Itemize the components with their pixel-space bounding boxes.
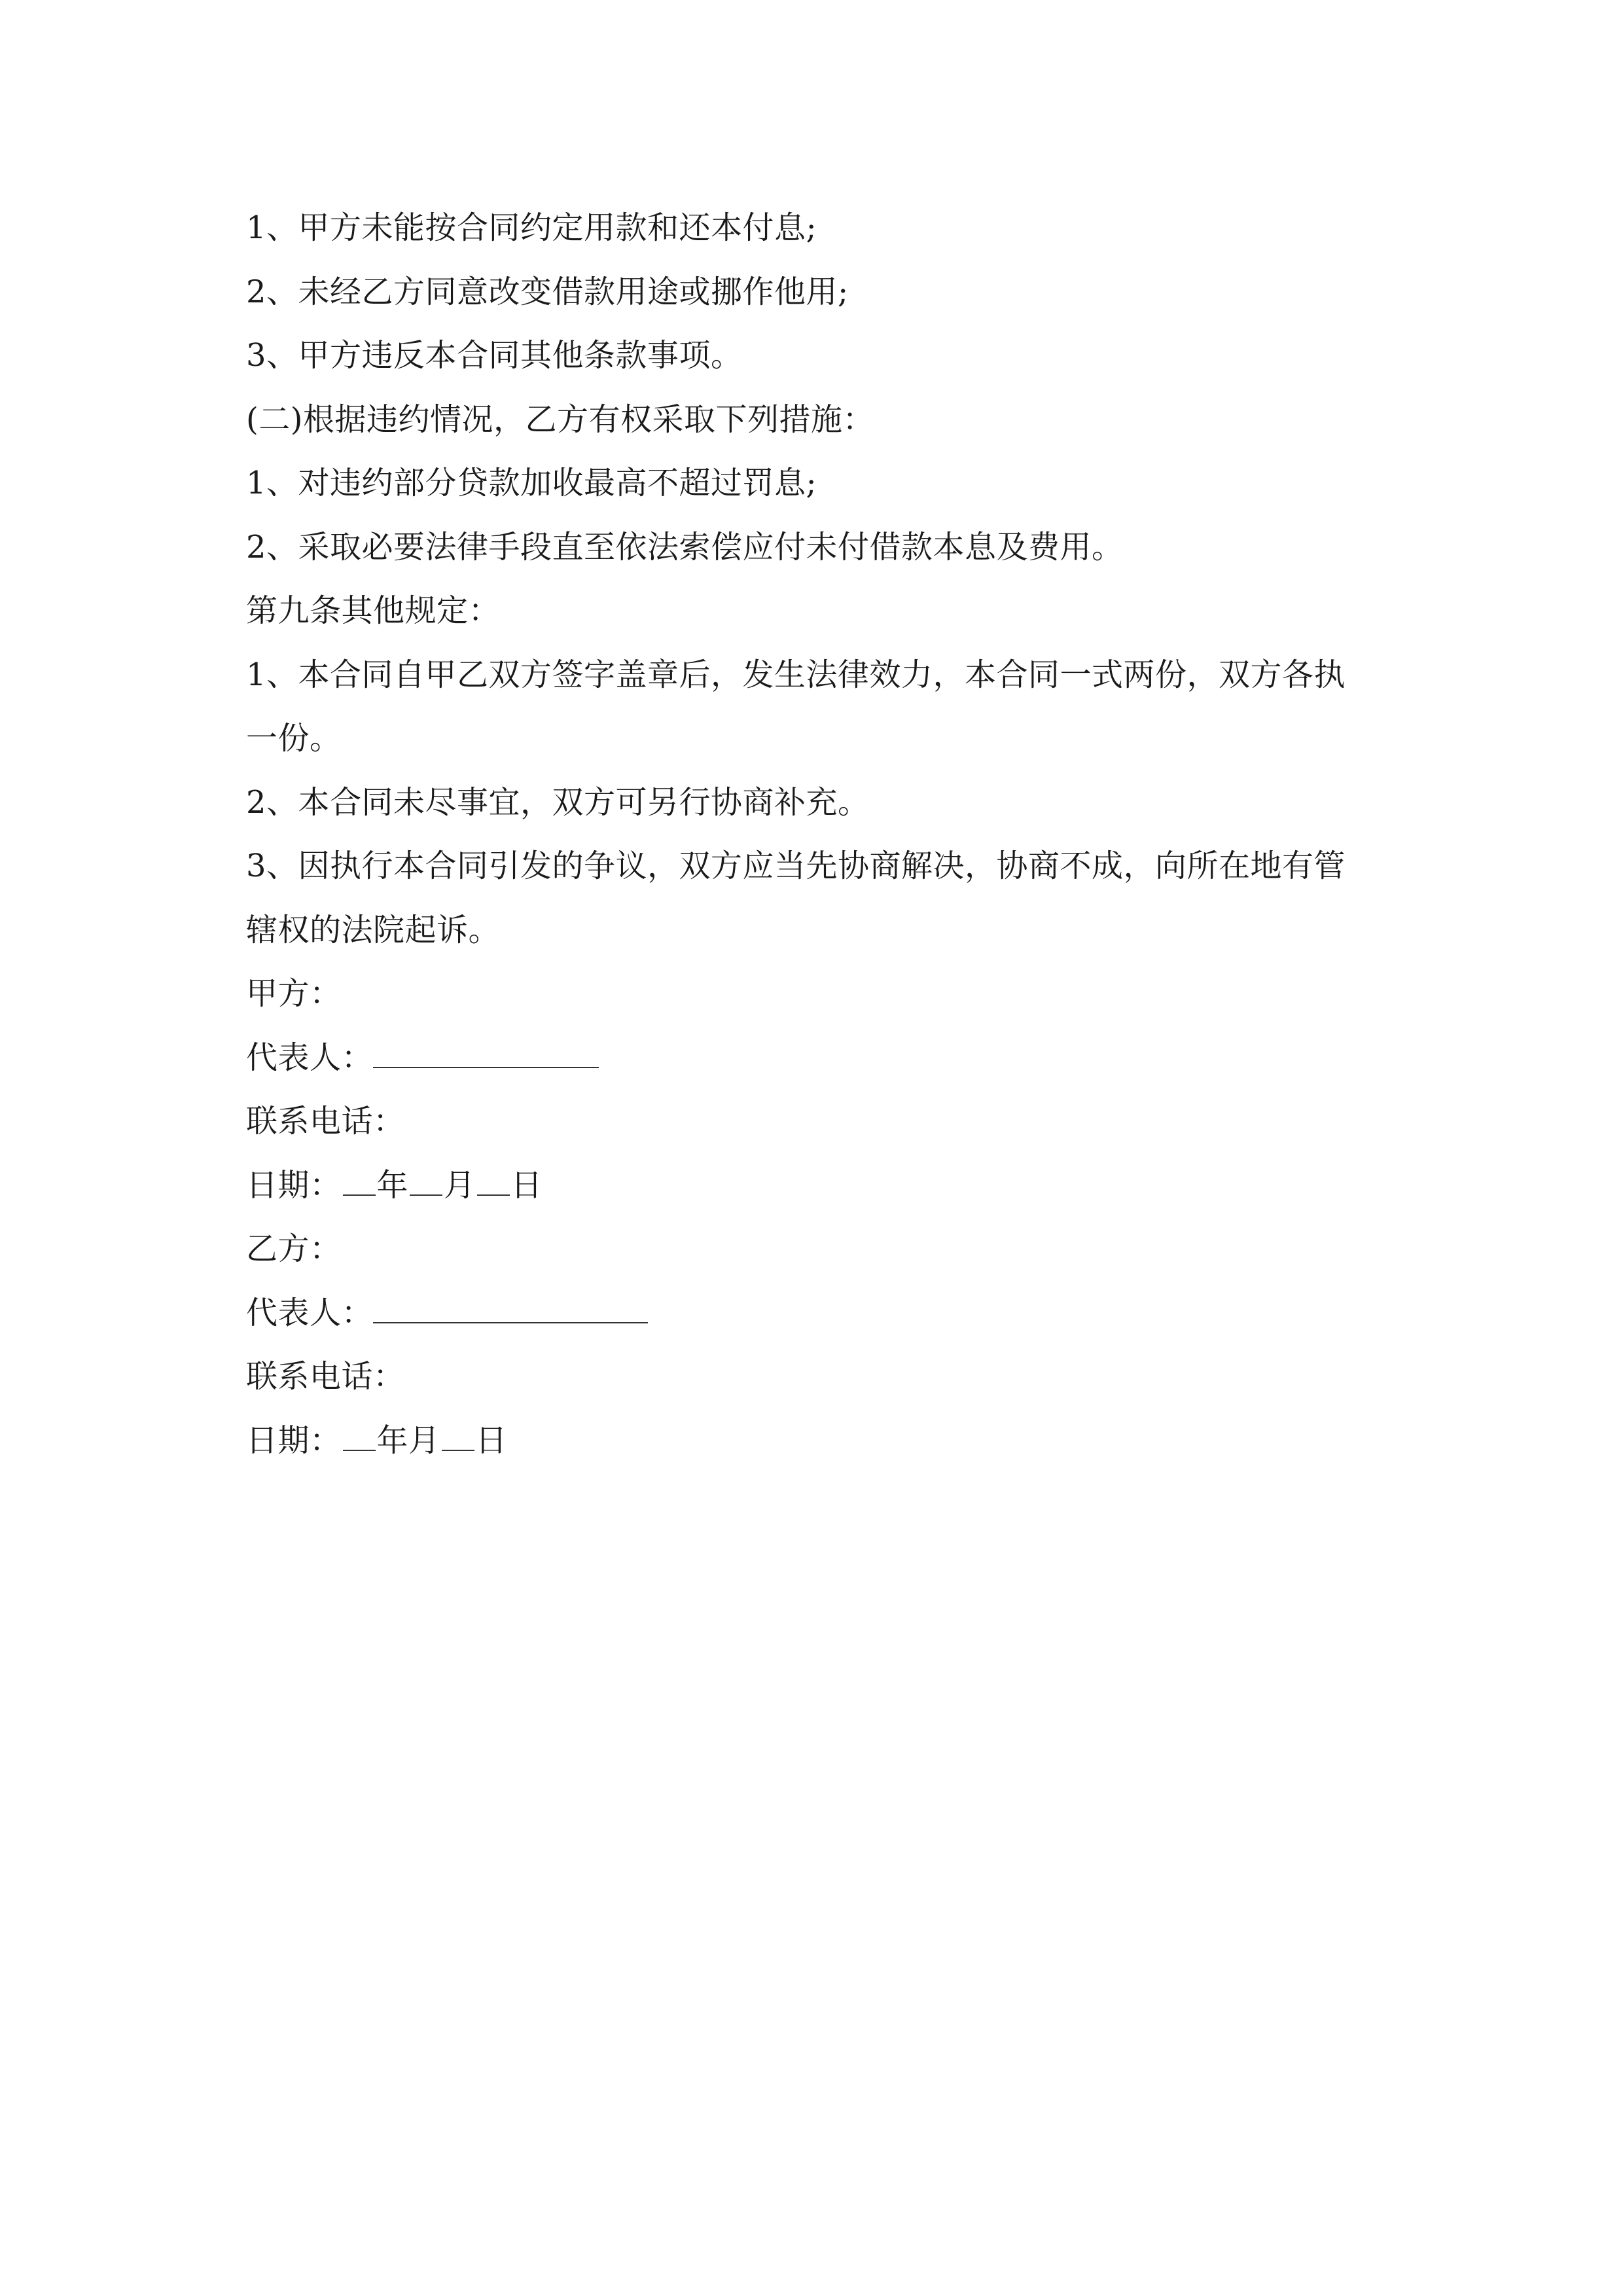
- party-a-date-label: 日期：: [246, 1166, 342, 1204]
- party-b-day-blank[interactable]: [442, 1413, 474, 1451]
- party-b-rep-blank[interactable]: [373, 1285, 648, 1323]
- measure-item-1: 1、对违约部分贷款加收最高不超过罚息;: [246, 465, 817, 501]
- party-b-label: 乙方：: [246, 1230, 342, 1267]
- other-item-3-cont: 辖权的法院起诉。: [246, 911, 501, 948]
- measure-item-2: 2、采取必要法律手段直至依法索偿应付未付借款本息及费用。: [246, 528, 1124, 565]
- party-a-rep-label: 代表人：: [246, 1039, 374, 1076]
- party-b-phone: 联系电话：: [246, 1358, 405, 1395]
- breach-item-3: 3、甲方违反本合同其他条款事项。: [246, 337, 743, 374]
- party-a-day-blank[interactable]: [477, 1158, 510, 1196]
- other-item-1: 1、本合同自甲乙双方签字盖章后，发生法律效力，本合同一式两份，双方各执: [246, 656, 1346, 693]
- other-item-1-cont: 一份。: [246, 720, 342, 757]
- breach-item-2: 2、未经乙方同意改变借款用途或挪作他用;: [246, 273, 849, 310]
- party-a-day-label: 日: [510, 1166, 543, 1204]
- party-b-day-label: 日: [475, 1422, 508, 1459]
- party-a-month-label: 月: [444, 1166, 476, 1204]
- party-a-month-blank[interactable]: [410, 1158, 442, 1196]
- party-b-date: [246, 1409, 1385, 1473]
- article-nine-heading: 第九条其他规定：: [246, 592, 501, 629]
- party-a-label: 甲方：: [246, 975, 342, 1012]
- party-a-date: [246, 1154, 1385, 1218]
- party-a-year-label: 年: [376, 1166, 409, 1204]
- party-a-phone: 联系电话：: [246, 1103, 405, 1139]
- party-a-year-blank[interactable]: [343, 1158, 376, 1196]
- measures-heading: (二)根据违约情况，乙方有权采取下列措施：: [246, 401, 874, 438]
- other-item-3: 3、因执行本合同引发的争议，双方应当先协商解决，协商不成，向所在地有管: [246, 848, 1346, 884]
- party-b-year-month-label: 年月: [376, 1422, 440, 1459]
- party-b-year-blank[interactable]: [343, 1413, 376, 1451]
- party-a-representative: [246, 1026, 1385, 1090]
- document-body: [246, 196, 1385, 1473]
- party-a-rep-blank[interactable]: [373, 1030, 599, 1068]
- breach-item-1: 1、甲方未能按合同约定用款和还本付息;: [246, 209, 817, 246]
- party-b-rep-label: 代表人：: [246, 1294, 374, 1331]
- other-item-2: 2、本合同未尽事宜，双方可另行协商补充。: [246, 783, 870, 821]
- party-b-date-label: 日期：: [246, 1422, 342, 1459]
- party-b-representative: [246, 1282, 1385, 1346]
